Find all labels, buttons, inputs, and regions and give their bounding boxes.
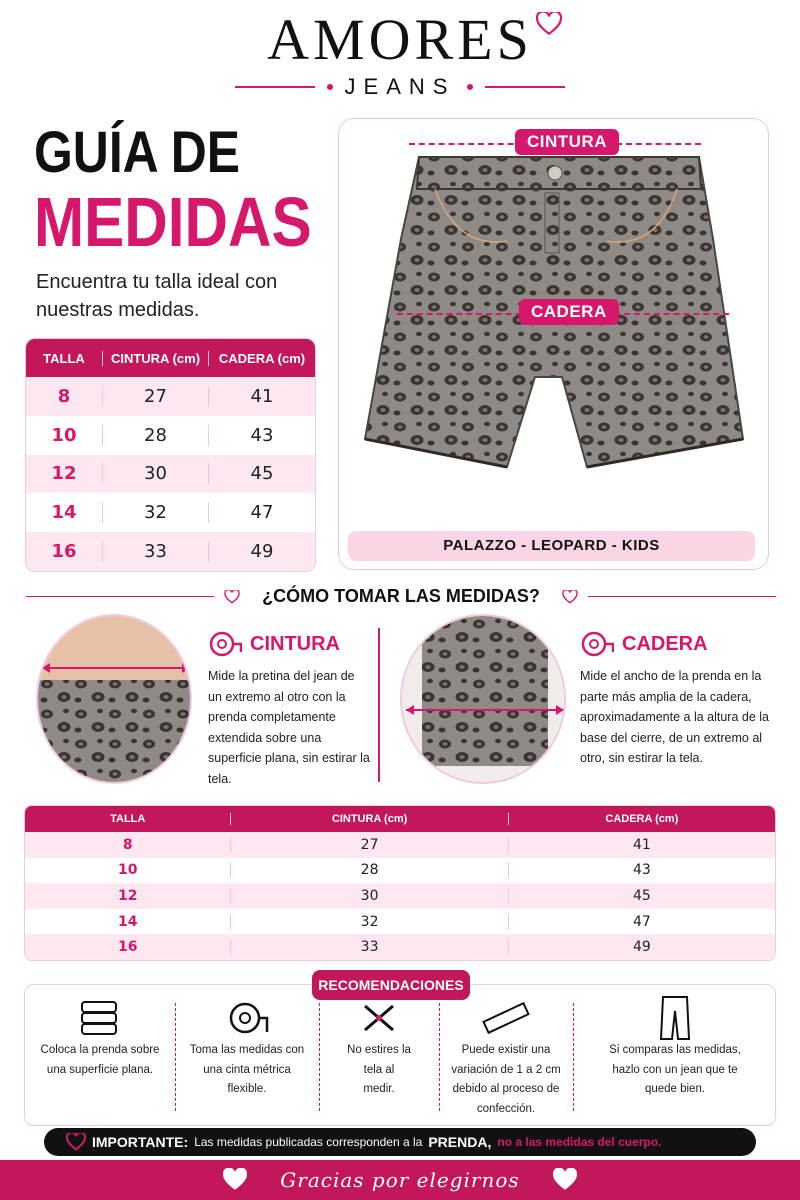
- measuring-tape-icon: [175, 995, 319, 1041]
- divider: [235, 86, 315, 88]
- brand-subtitle: [0, 74, 800, 100]
- important-highlight: no a las medidas del cuerpo.: [497, 1135, 662, 1149]
- header-cadera: CADERA (cm): [508, 813, 775, 825]
- recommendation-item: [175, 985, 319, 1127]
- recommendation-text: Toma las medidas con una cinta métrica flexible.: [189, 1044, 305, 1095]
- footer-thanks: Gracias por elegirnos: [280, 1168, 520, 1192]
- hip-how-title: CADERA: [622, 632, 708, 655]
- ruler-icon: [439, 995, 573, 1041]
- table-row: [26, 493, 315, 532]
- recommendation-item: [319, 985, 439, 1127]
- measuring-tape-icon: [580, 630, 614, 658]
- important-label: IMPORTANTE:: [92, 1134, 189, 1150]
- heart-icon: [552, 1168, 578, 1192]
- divider: [378, 628, 380, 782]
- cell-cadera: 41: [508, 837, 775, 853]
- divider: [588, 596, 776, 598]
- brand-header: [0, 8, 800, 100]
- table-row: [25, 934, 775, 960]
- cell-cintura: 33: [102, 541, 208, 562]
- table-row: [26, 377, 315, 416]
- table-row: [25, 832, 775, 858]
- cell-cintura: 28: [102, 425, 208, 446]
- heart-icon: [222, 1168, 248, 1192]
- cell-cintura: 32: [102, 502, 208, 523]
- recommendation-text: Si comparas las medidas, hazlo con un jean que te quede bien.: [609, 1044, 741, 1095]
- brand-sub-label: JEANS: [344, 74, 456, 99]
- cell-cintura: 28: [230, 862, 507, 878]
- intro-text: Encuentra tu talla ideal con nuestras medidas.: [36, 271, 278, 321]
- size-table: [25, 338, 316, 572]
- cell-talla: 8: [122, 836, 133, 853]
- waist-how-text: Mide la pretina del jean de un extremo al otro con la prenda completamente extendida sobre una superficie plana, sin estirar la tela.: [208, 669, 370, 786]
- cell-cadera: 41: [208, 386, 315, 407]
- recommendations-title: RECOMENDACIONES: [312, 970, 470, 1000]
- hip-photo: [400, 614, 566, 784]
- table-row: [25, 858, 775, 884]
- brand-name: AMORES: [267, 7, 533, 72]
- folded-clothes-icon: [25, 995, 175, 1041]
- cell-talla: 10: [51, 424, 77, 446]
- cell-talla: 14: [51, 502, 77, 524]
- cell-cadera: 45: [508, 888, 775, 904]
- cell-talla: 12: [51, 463, 77, 485]
- cell-cadera: 43: [508, 862, 775, 878]
- table-row: [25, 883, 775, 909]
- waist-label: CINTURA: [515, 129, 619, 155]
- footer: [0, 1160, 800, 1200]
- cell-cintura: 32: [230, 914, 507, 930]
- cell-talla: 10: [117, 862, 138, 879]
- header-cintura: CINTURA (cm): [102, 351, 208, 366]
- hip-how-heading: [580, 630, 708, 658]
- divider: [26, 596, 214, 598]
- cell-cintura: 27: [230, 837, 507, 853]
- hip-how-text: Mide el ancho de la prenda en la parte más amplia de la cadera, aproximadamente a la altura de la base del cierre, de un extremo al otro, sin estirar la tela.: [580, 669, 770, 766]
- heart-icon: [562, 590, 578, 604]
- header-cintura: CINTURA (cm): [230, 813, 507, 825]
- cell-cintura: 30: [230, 888, 507, 904]
- page-title-line2: MEDIDAS: [34, 183, 312, 261]
- cell-talla: 8: [57, 385, 71, 407]
- cell-cadera: 49: [508, 939, 775, 955]
- measuring-tape-icon: [208, 630, 242, 658]
- heart-icon: [66, 1133, 86, 1151]
- shorts-image: [357, 149, 757, 509]
- waist-photo: [36, 614, 192, 784]
- how-title-text: ¿CÓMO TOMAR LAS MEDIDAS?: [262, 586, 540, 606]
- cell-cintura: 33: [230, 939, 507, 955]
- jeans-icon: [573, 995, 777, 1041]
- table-row: [26, 455, 315, 494]
- size-table-wide: [24, 805, 776, 961]
- recommendation-text: No estires la tela al medir.: [347, 1044, 411, 1095]
- cell-talla: 14: [117, 913, 138, 930]
- table-header: [25, 806, 775, 832]
- product-card: [338, 118, 769, 570]
- header-cadera: CADERA (cm): [208, 351, 315, 366]
- cell-cintura: 30: [102, 463, 208, 484]
- hip-label: CADERA: [519, 299, 619, 325]
- dot: [327, 84, 333, 90]
- cell-talla: 12: [117, 887, 138, 904]
- cell-cadera: 47: [208, 502, 315, 523]
- recommendations-panel: [24, 984, 776, 1126]
- cell-cadera: 43: [208, 425, 315, 446]
- recommendation-item: [439, 985, 573, 1127]
- recommendation-text: Coloca la prenda sobre una superficie plana.: [40, 1044, 160, 1076]
- cell-talla: 16: [51, 541, 77, 563]
- divider: [485, 86, 565, 88]
- dot: [467, 84, 473, 90]
- how-to-measure-title: [26, 586, 776, 607]
- table-row: [25, 909, 775, 935]
- header-talla: TALLA: [110, 813, 146, 825]
- waist-how-title: CINTURA: [250, 632, 340, 655]
- cell-cadera: 47: [508, 914, 775, 930]
- cell-cadera: 49: [208, 541, 315, 562]
- heart-icon: [536, 12, 562, 36]
- table-row: [26, 532, 315, 571]
- cell-cadera: 45: [208, 463, 315, 484]
- product-name: PALAZZO - LEOPARD - KIDS: [348, 531, 755, 561]
- table-header: [26, 339, 315, 377]
- important-text: Las medidas publicadas corresponden a la: [194, 1135, 423, 1149]
- important-notice: [44, 1128, 756, 1156]
- header-talla: TALLA: [43, 350, 85, 366]
- recommendation-text: Puede existir una variación de 1 a 2 cm debido al proceso de confección.: [451, 1044, 561, 1115]
- recommendation-item: [573, 985, 777, 1127]
- important-bold: PRENDA,: [428, 1134, 492, 1150]
- cell-cintura: 27: [102, 386, 208, 407]
- waist-how-heading: [208, 630, 340, 658]
- table-row: [26, 416, 315, 455]
- heart-icon: [224, 590, 240, 604]
- recommendation-item: [25, 985, 175, 1127]
- cell-talla: 16: [117, 939, 138, 956]
- page-title-line1: GUÍA DE: [34, 120, 241, 185]
- no-stretch-icon: [319, 995, 439, 1041]
